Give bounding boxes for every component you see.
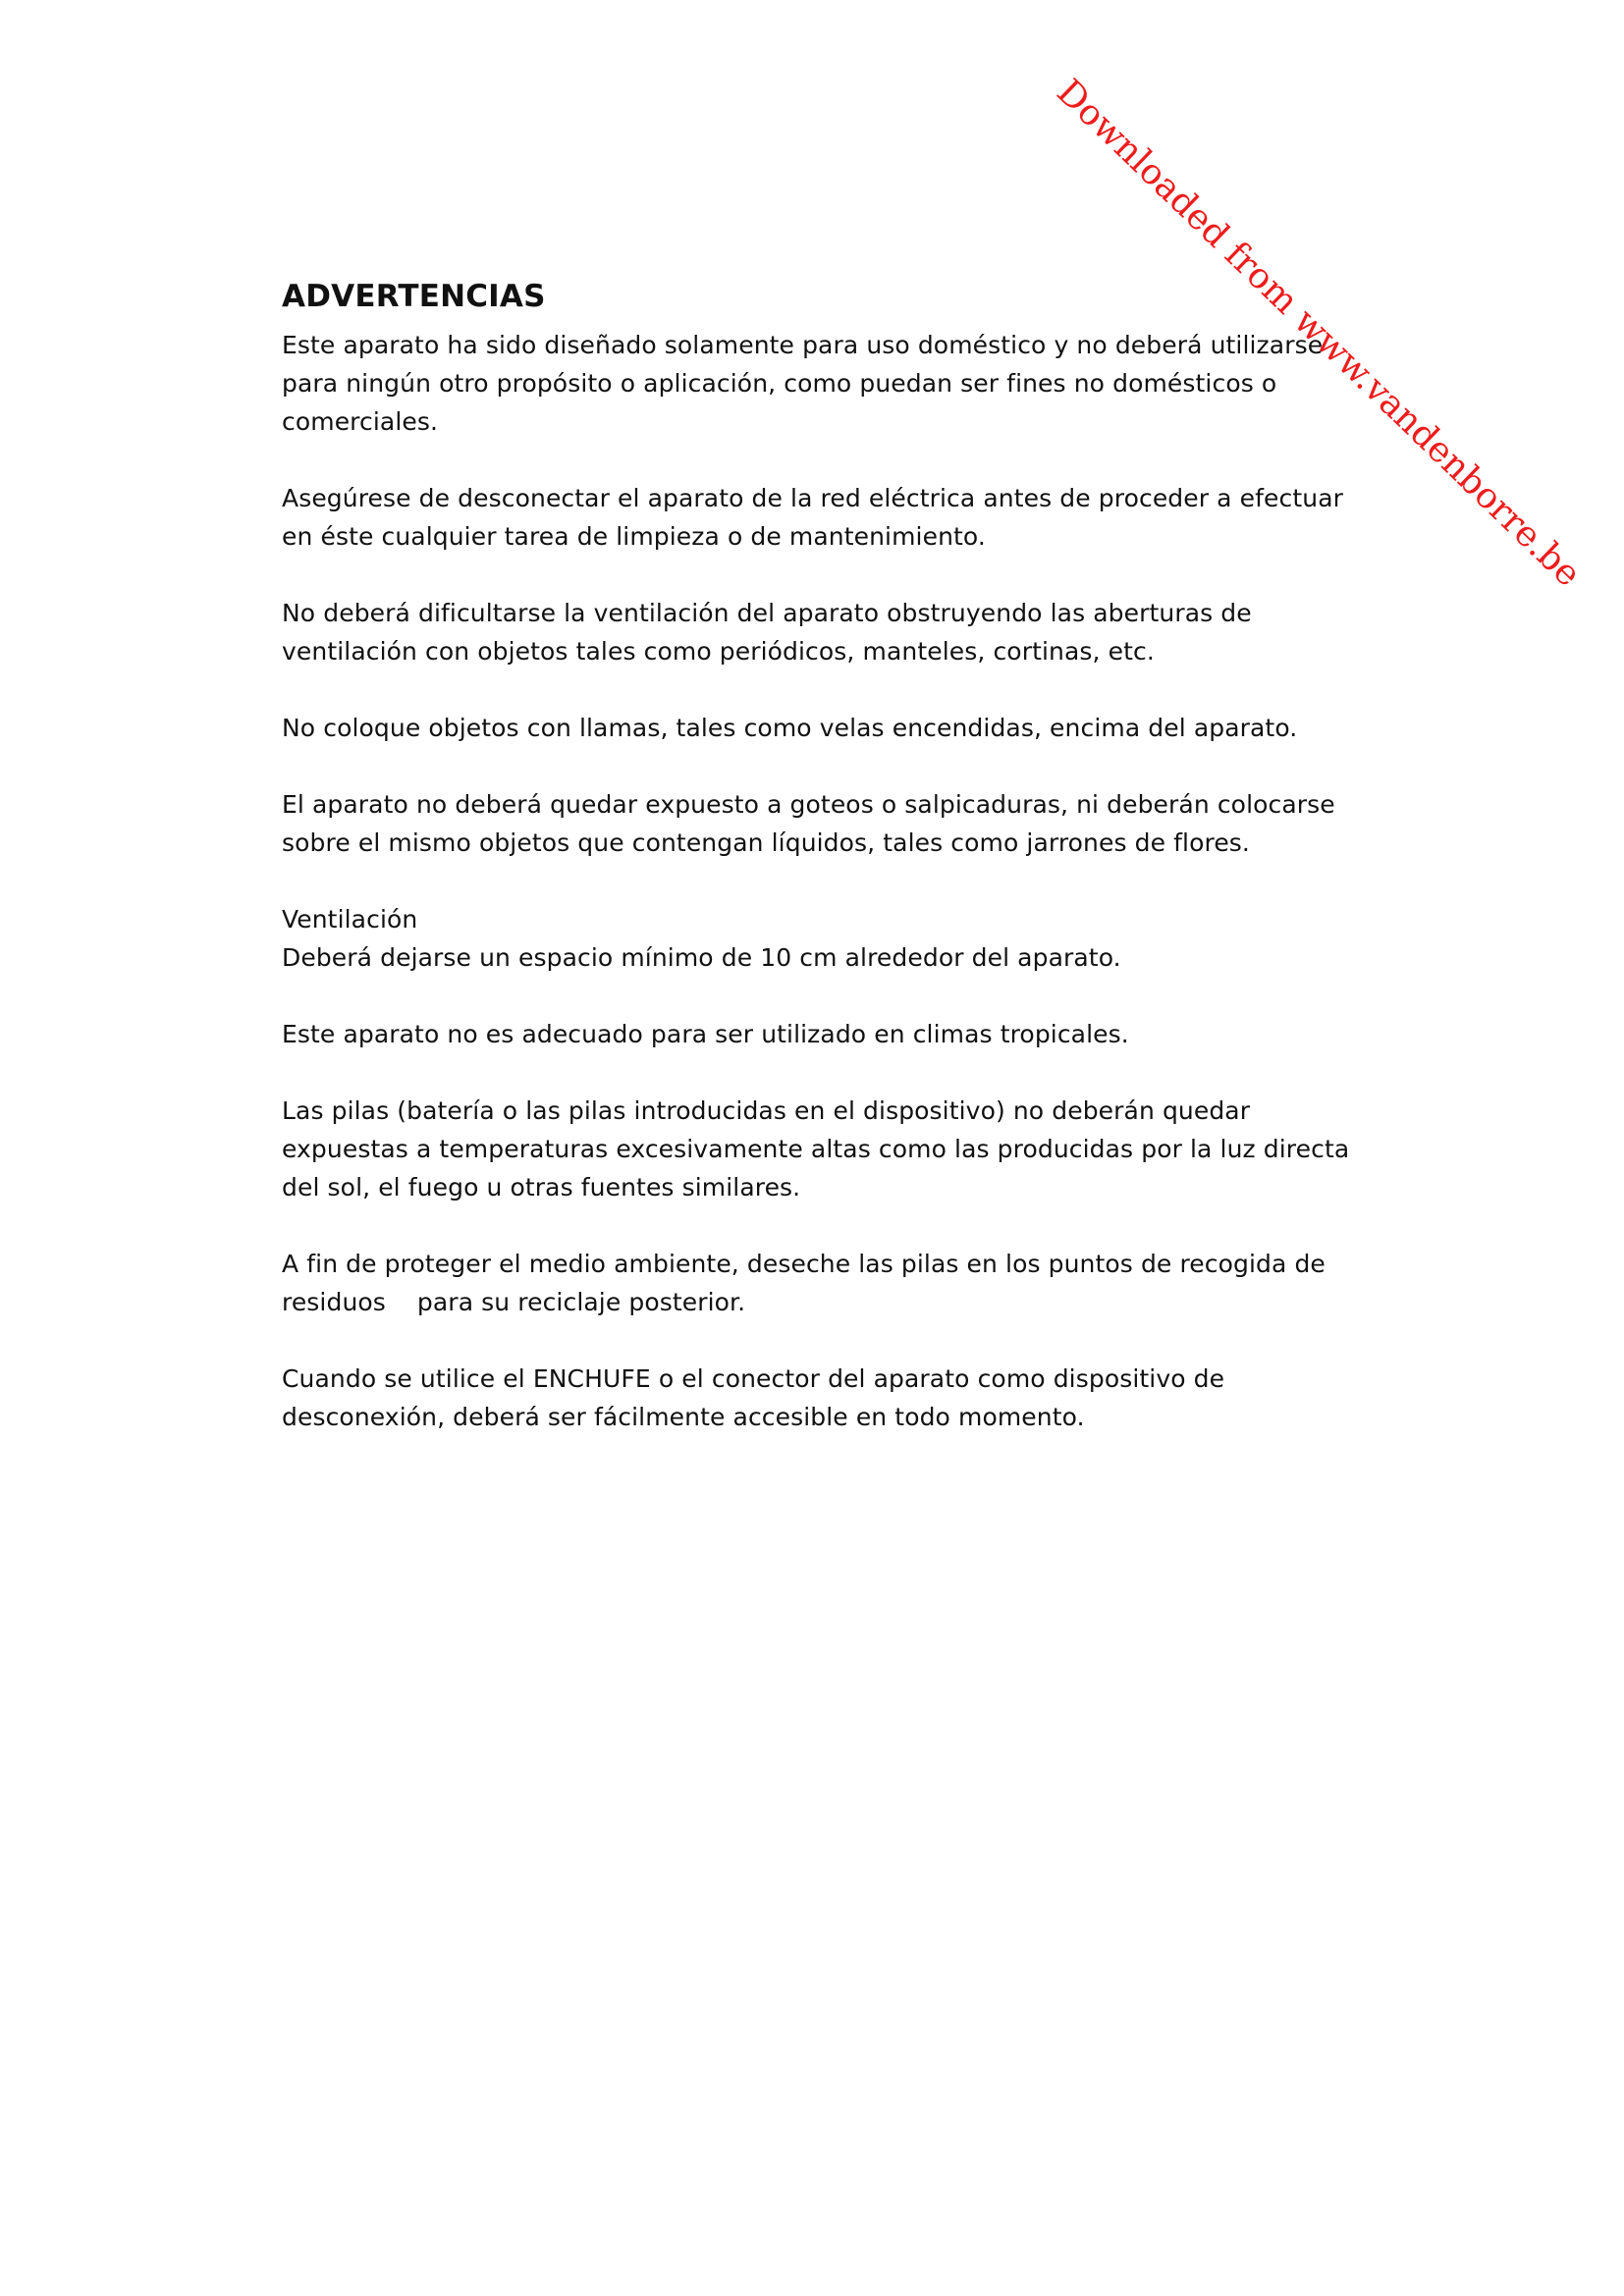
text-line: para ningún otro propósito o aplicación, como puedan ser fines no domésticos o [282,369,1277,398]
text-line: sobre el mismo objetos que contengan líquidos, tales como jarrones de flores. [282,828,1250,857]
text-line: No coloque objetos con llamas, tales como velas encendidas, encima del aparato. [282,714,1298,742]
text-line: del sol, el fuego u otras fuentes similares. [282,1173,801,1201]
text-line: ventilación con objetos tales como periódicos, manteles, cortinas, etc. [282,637,1155,666]
paragraph-liquids [282,785,1381,862]
text-line: Deberá dejarse un espacio mínimo de 10 cm alrededor del aparato. [282,943,1121,972]
page-title: ADVERTENCIAS [282,279,546,314]
text-line: Las pilas (batería o las pilas introducidas en el dispositivo) no deberán quedar [282,1096,1251,1125]
paragraph-ventilation-space [282,900,1381,977]
section-subheading: Ventilación [282,905,418,934]
text-fragment: residuos [282,1288,386,1316]
text-line: Este aparato ha sido diseñado solamente para uso doméstico y no deberá utilizarse [282,331,1324,359]
text-line: A fin de proteger el medio ambiente, deseche las pilas en los puntos de recogida de [282,1250,1326,1278]
text-line: Asegúrese de desconectar el aparato de la red eléctrica antes de proceder a efectuar [282,484,1343,512]
paragraph-domestic-use [282,326,1381,441]
text-line: comerciales. [282,407,439,436]
text-line: Este aparato no es adecuado para ser utilizado en climas tropicales. [282,1020,1129,1048]
text-line: El aparato no deberá quedar expuesto a goteos o salpicaduras, ni deberán colocarse [282,790,1335,819]
text-line [282,1283,1381,1321]
text-line: expuestas a temperaturas excesivamente altas como las producidas por la luz directa [282,1135,1350,1163]
text-fragment: para su reciclaje posterior. [416,1288,746,1316]
text-line: No deberá dificultarse la ventilación del aparato obstruyendo las aberturas de [282,599,1252,627]
paragraph-plug-accessible [282,1360,1381,1436]
watermark-text: Downloaded from www.vandenborre.be [1049,72,1589,595]
paragraph-flames [282,709,1381,747]
paragraph-battery-recycling [282,1245,1381,1321]
text-line: Cuando se utilice el ENCHUFE o el conector del aparato como dispositivo de [282,1364,1225,1393]
paragraph-batteries-heat [282,1092,1381,1206]
paragraph-tropical-climates [282,1015,1381,1053]
paragraph-disconnect [282,479,1381,556]
document-body [282,275,1381,1474]
text-line: en éste cualquier tarea de limpieza o de mantenimiento. [282,522,986,551]
paragraph-ventilation-obstruction [282,594,1381,670]
text-line: desconexión, deberá ser fácilmente accesible en todo momento. [282,1403,1085,1431]
